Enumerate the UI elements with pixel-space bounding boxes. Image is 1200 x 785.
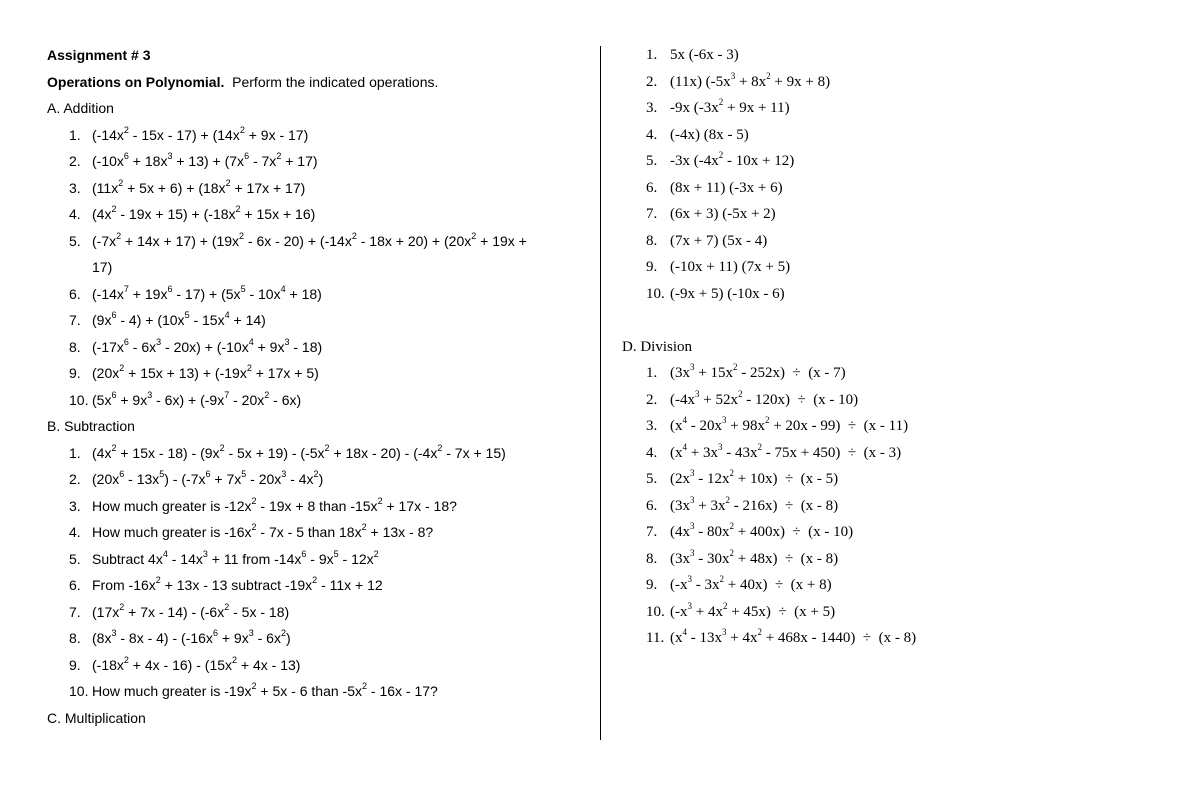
- left-column: [47, 42, 592, 731]
- problem-expression: How much greater is $-19x^2 + 5x - 6$ than $-5x^2 - 16x - 17$?: [92, 681, 438, 699]
- problem-number: 1.: [69, 444, 81, 461]
- multiplication-problem: [622, 254, 1182, 281]
- problem-expression: $(-17x^6 - 6x^3 - 20x) + (-10x^4 + 9x^3 - 18)$: [92, 336, 323, 355]
- problem-number: 4.: [646, 126, 658, 143]
- problem-expression: $(4x^2 - 19x + 15) + (-18x^2 + 15x + 16)$: [92, 204, 316, 222]
- section-addition-heading: A. Addition: [47, 100, 114, 116]
- division-problem: [622, 599, 1182, 626]
- problem-number: 6.: [69, 577, 81, 593]
- subtraction-list: [47, 440, 592, 705]
- subtraction-problem: [47, 599, 592, 626]
- problem-number: 7.: [646, 206, 658, 222]
- problem-number: 3.: [69, 179, 81, 196]
- problem-expression: How much greater is $-12x^2 - 19x + 8$ than $-15x^2 + 17x - 18$?: [92, 495, 457, 514]
- problem-number: 3.: [646, 418, 658, 434]
- division-problem: [622, 519, 1182, 546]
- multiplication-problem: [622, 201, 1182, 228]
- subtraction-problem: [47, 440, 592, 467]
- multiplication-problem: [622, 148, 1182, 175]
- problem-expression: $(20x^2 + 15x + 13) + (-19x^2 + 17x + 5)$: [92, 363, 319, 381]
- problem-expression: $(3x^3 + 3x^2 - 216x) \div (x - 8)$: [670, 494, 839, 514]
- addition-problem: [47, 148, 592, 175]
- addition-problem: [47, 175, 592, 202]
- subtraction-problem: [47, 466, 592, 493]
- multiplication-problem: [622, 175, 1182, 202]
- problem-expression: $(x^4 - 20x^3 + 98x^2 + 20x - 99) \div (x - 11)$: [670, 415, 909, 434]
- multiplication-problem: [622, 95, 1182, 122]
- problem-number: 11.: [646, 630, 665, 646]
- subtraction-problem: [47, 572, 592, 599]
- problem-number: 2.: [69, 471, 81, 487]
- multiplication-problem: [622, 281, 1182, 308]
- division-problem: [622, 360, 1182, 387]
- problem-number: 4.: [69, 206, 81, 222]
- problem-expression: From $-16x^2 + 13x - 13$ subtract $-19x^2 - 11x + 12$: [92, 575, 383, 593]
- multiplication-problem: [622, 122, 1182, 149]
- division-problem: [622, 572, 1182, 599]
- problem-number: 5.: [69, 550, 81, 567]
- problem-number: 10.: [69, 683, 89, 699]
- section-subtraction-heading: B. Subtraction: [47, 418, 135, 434]
- problem-expression: (11x) $(-5x^3 + 8x^2 + 9x + 8)$: [670, 70, 831, 90]
- addition-problem: [47, 281, 592, 308]
- problem-expression: $(-10x^6 + 18x^3 + 13) + (7x^6 - 7x^2 + 17)$: [92, 151, 318, 169]
- problem-expression: $(4x^3 - 80x^2 + 400x) \div (x - 10)$: [670, 521, 854, 540]
- addition-problem: [47, 334, 592, 361]
- problem-number: 8.: [69, 630, 81, 646]
- problem-number: 6.: [69, 285, 81, 302]
- addition-problem: [47, 228, 592, 255]
- problem-expression: $(x^4 - 13x^3 + 4x^2 + 468x - 1440) \div (x - 8)$: [670, 627, 917, 646]
- problem-expression: $(-14x^2 - 15x - 17) + (14x^2 + 9x - 17)$: [92, 124, 309, 143]
- problem-number: 2.: [646, 391, 658, 408]
- problem-number: 3.: [69, 497, 81, 514]
- subtraction-problem: [47, 546, 592, 573]
- problem-expression: $(9x^6 - 4) + (10x^5 - 15x^4 + 14)$: [92, 310, 266, 328]
- problem-number: 8.: [646, 550, 658, 567]
- problem-number: 3.: [646, 100, 658, 116]
- problem-number: 7.: [646, 524, 658, 540]
- problem-number: 4.: [69, 524, 81, 540]
- problem-number: 5.: [646, 153, 658, 169]
- problem-expression: $(3x^3 - 30x^2 + 48x) \div (x - 8)$: [670, 547, 839, 567]
- problem-expression: $(2x^3 - 12x^2 + 10x) \div (x - 5)$: [670, 468, 839, 487]
- problem-expression: (-10x + 11) (7x + 5): [670, 259, 791, 275]
- problem-number: 7.: [69, 312, 81, 328]
- subtraction-problem: [47, 625, 592, 652]
- assignment-title: Assignment # 3: [47, 47, 151, 63]
- instructions-bold: Operations on Polynomial.: [47, 73, 225, 90]
- section-division-heading: D. Division: [622, 338, 693, 355]
- division-problem: [622, 493, 1182, 520]
- problem-number: 10.: [646, 603, 665, 620]
- problem-expression: $(-7x^2 + 14x + 17) + (19x^2 - 6x - 20) + (-14x^2 - 18x + 20) + (20x^2 + 19x$ +: [92, 230, 527, 249]
- problem-number: 2.: [646, 73, 658, 90]
- problem-number: 2.: [69, 153, 81, 169]
- subtraction-problem: [47, 519, 592, 546]
- problem-number: 9.: [69, 656, 81, 673]
- problem-number: 8.: [69, 338, 81, 355]
- problem-expression: How much greater is $-16x^2 - 7x - 5$ than $18x^2 + 13x - 8$?: [92, 522, 434, 540]
- subtraction-problem: [47, 652, 592, 679]
- problem-expression: $(5x^6 + 9x^3 - 6x) + (-9x^7 - 20x^2 - 6x)$: [92, 389, 302, 408]
- multiplication-list: [622, 42, 1182, 307]
- addition-problem: [47, 122, 592, 149]
- addition-problem: [47, 360, 592, 387]
- problem-number: 5.: [646, 471, 658, 487]
- problem-expression: $(-18x^2 + 4x - 16) - (15x^2 + 4x - 13)$: [92, 654, 301, 673]
- problem-expression: 5x (-6x - 3): [670, 47, 739, 63]
- subtraction-problem: [47, 678, 592, 705]
- problem-number: 6.: [646, 179, 658, 196]
- division-list: [622, 360, 1182, 652]
- problem-expression: $(8x^3 - 8x - 4) - (-16x^6 + 9x^3 - 6x^2)$: [92, 628, 291, 646]
- column-divider: [600, 46, 601, 740]
- addition-problem: [47, 254, 592, 281]
- division-problem: [622, 625, 1182, 652]
- problem-number: 7.: [69, 603, 81, 620]
- multiplication-problem: [622, 69, 1182, 96]
- problem-expression: $(17x^2 + 7x - 14) - (-6x^2 - 5x - 18)$: [92, 601, 290, 620]
- problem-number: 9.: [69, 365, 81, 381]
- problem-expression: $(3x^3 + 15x^2 - 252x) \div (x - 7)$: [670, 362, 846, 381]
- division-problem: [622, 466, 1182, 493]
- division-problem: [622, 440, 1182, 467]
- right-column: [622, 42, 1182, 652]
- problem-number: 4.: [646, 444, 658, 461]
- problem-expression: (7x + 7) (5x - 4): [670, 232, 768, 249]
- spacer: [622, 307, 1182, 334]
- instructions-text: Perform the indicated operations.: [232, 73, 439, 90]
- problem-number: 1.: [646, 365, 658, 381]
- addition-problem: [47, 201, 592, 228]
- problem-expression: $(4x^2 + 15x - 18) - (9x^2 - 5x + 19) - (-5x^2 + 18x - 20) - (-4x^2 - 7x + 15)$: [92, 442, 506, 461]
- problem-number: 9.: [646, 259, 658, 275]
- problem-expression: $(11x^2 + 5x + 6) + (18x^2 + 17x + 17)$: [92, 177, 306, 196]
- multiplication-problem: [622, 42, 1182, 69]
- problem-number: 1.: [69, 126, 81, 143]
- problem-expression: $(-14x^7 + 19x^6 - 17) + (5x^5 - 10x^4 + 18)$: [92, 283, 322, 302]
- problem-number: 6.: [646, 497, 658, 514]
- section-multiplication-heading: C. Multiplication: [47, 709, 146, 726]
- addition-problem: [47, 307, 592, 334]
- problem-expression: $(20x^6 - 13x^5) - (-7x^6 + 7x^5 - 20x^3 - 4x^2)$: [92, 469, 324, 487]
- problem-expression: (6x + 3) (-5x + 2): [670, 206, 776, 222]
- addition-problem: [47, 387, 592, 414]
- problem-number: 8.: [646, 232, 658, 249]
- addition-list: [47, 122, 592, 414]
- problem-number: 10.: [69, 391, 89, 408]
- problem-number: 1.: [646, 47, 658, 63]
- problem-expression: $(-x^3 + 4x^2 + 45x) \div (x + 5)$: [670, 600, 836, 620]
- instructions: [47, 69, 592, 96]
- division-problem: [622, 387, 1182, 414]
- problem-expression: (-4x) (8x - 5): [670, 126, 749, 143]
- problem-number: 10.: [646, 285, 665, 302]
- problem-expression: -9x $(-3x^2 + 9x + 11)$: [670, 97, 790, 116]
- problem-number: 9.: [646, 577, 658, 593]
- problem-expression: 17): [92, 259, 113, 275]
- problem-expression: (-9x + 5) (-10x - 6): [670, 285, 785, 302]
- problem-expression: $(-x^3 - 3x^2 + 40x) \div (x + 8)$: [670, 574, 832, 593]
- division-problem: [622, 413, 1182, 440]
- problem-number: 5.: [69, 232, 81, 249]
- division-problem: [622, 546, 1182, 573]
- multiplication-problem: [622, 228, 1182, 255]
- problem-expression: Subtract $4x^4 - 14x^3 + 11$ from $-14x^6 - 9x^5 - 12x^2$: [92, 548, 379, 567]
- problem-expression: -3x $(-4x^2 - 10x + 12)$: [670, 150, 795, 169]
- problem-expression: $(-4x^3 + 52x^2 - 120x) \div (x - 10)$: [670, 388, 859, 408]
- problem-expression: (8x + 11) (-3x + 6): [670, 179, 783, 196]
- subtraction-problem: [47, 493, 592, 520]
- problem-expression: $(x^4 + 3x^3 - 43x^2 - 75x + 450) \div (x - 3)$: [670, 441, 902, 461]
